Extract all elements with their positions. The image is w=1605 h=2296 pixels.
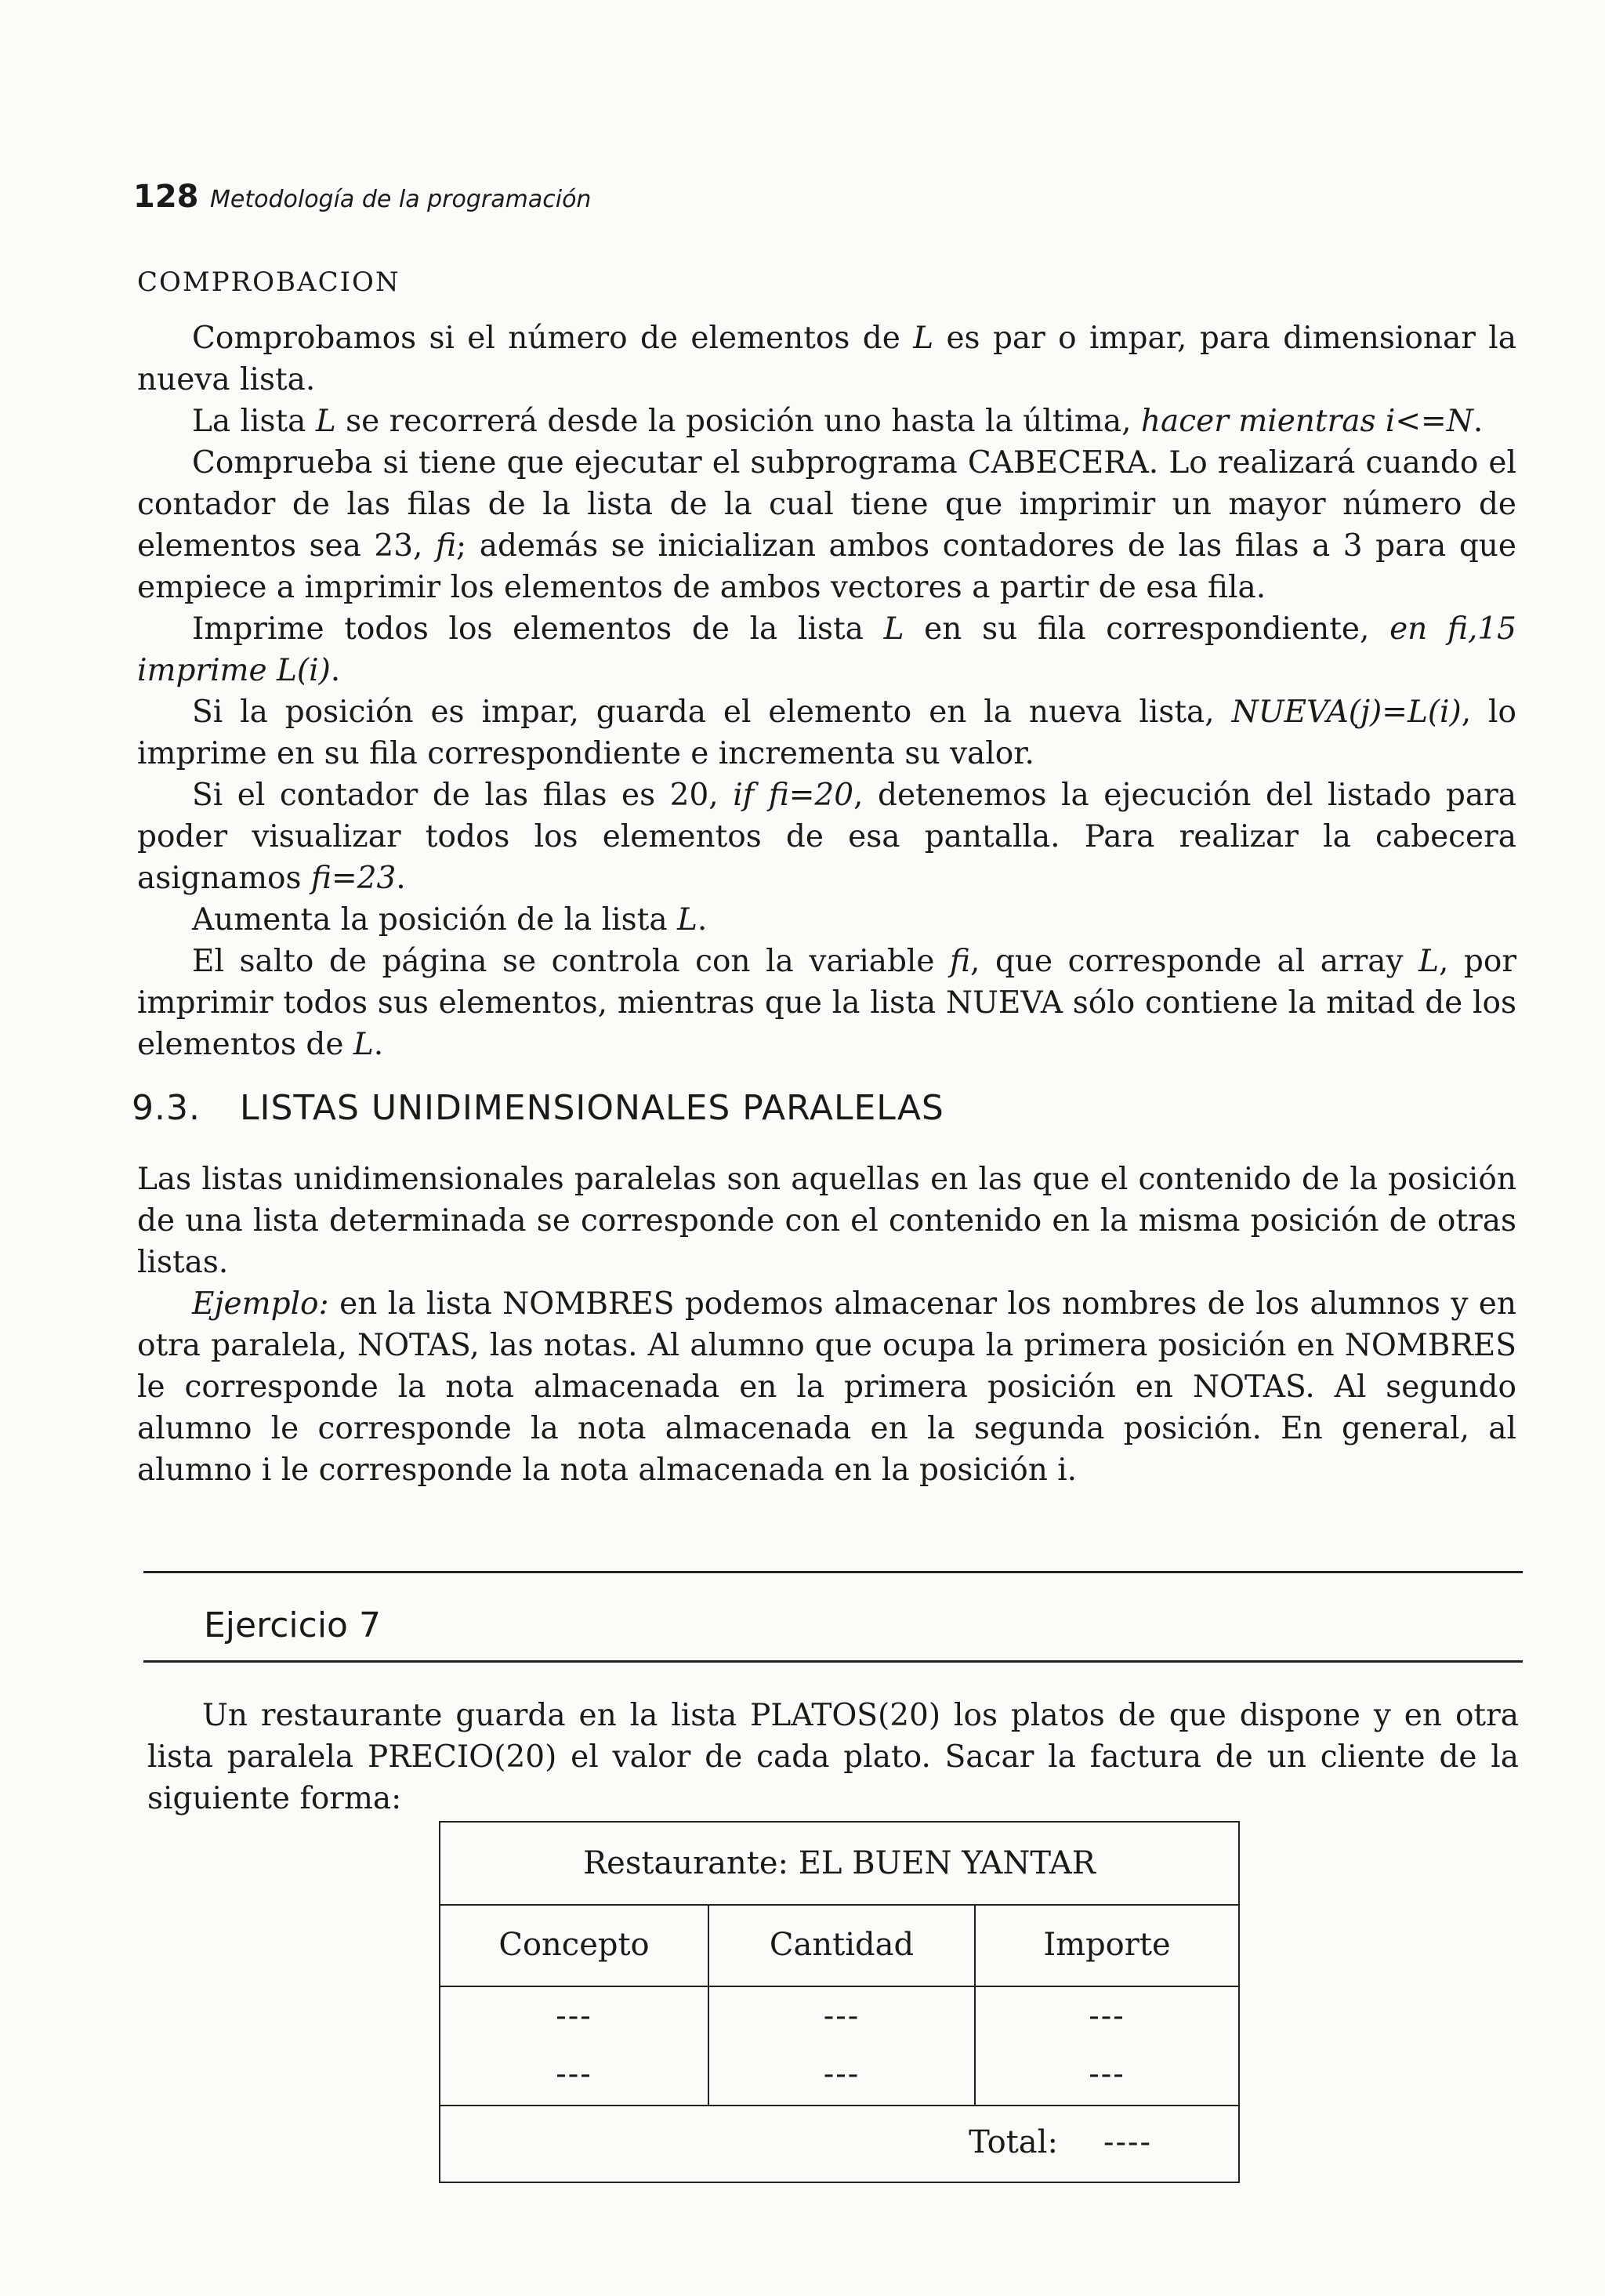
table-cell: --- <box>556 1998 592 2034</box>
invoice-column-headers <box>440 1904 1238 1987</box>
table-cell: --- <box>823 1998 860 2034</box>
paragraph: La lista L se recorrerá desde la posición uno hasta la última, hacer mientras i<=N. <box>192 404 1484 439</box>
paragraph: Las listas unidimensionales paralelas son aquellas en las que el contenido de la posición de una lista determinada se corresponde con el contenido en la misma posición de otras listas. <box>137 1162 1516 1280</box>
exercise-statement <box>147 1695 1519 1819</box>
section-number: 9.3. <box>132 1088 201 1128</box>
section-title: LISTAS UNIDIMENSIONALES PARALELAS <box>239 1088 944 1128</box>
column-header-concepto: Concepto <box>440 1904 709 1986</box>
paragraph: Imprime todos los elementos de la lista L en su fila correspondiente, en fi,15 imprime L(i). <box>137 611 1516 688</box>
table-cell: --- <box>823 2056 860 2092</box>
invoice-header-row <box>440 1823 1238 1906</box>
invoice-table <box>439 1821 1240 2183</box>
exercise-rule-top <box>143 1571 1523 1573</box>
column-header-importe: Importe <box>1043 1927 1171 1963</box>
invoice-items <box>440 1986 1238 2106</box>
comprobacion-body <box>137 317 1516 1065</box>
paragraph: Si la posición es impar, guarda el elemento en la nueva lista, NUEVA(j)=L(i), lo imprime en su fila correspondiente e incrementa su valor. <box>137 695 1516 771</box>
column-header-cantidad: Cantidad <box>709 1904 976 1986</box>
total-value: ---- <box>1103 2124 1152 2160</box>
comprobacion-heading: COMPROBACION <box>137 267 400 298</box>
exercise-rule-bottom <box>143 1660 1523 1663</box>
importe-cells <box>976 1986 1238 2105</box>
book-title: Metodología de la programación <box>210 186 592 213</box>
section-body <box>137 1159 1516 1491</box>
invoice-total-row <box>440 2103 1238 2182</box>
paragraph: El salto de página se controla con la variable fi, que corresponde al array L, por imprimir todos sus elementos, mientras que la lista NUEVA sólo contiene la mitad de los elementos de L. <box>137 944 1516 1062</box>
paragraph: Si el contador de las filas es 20, if fi=20, detenemos la ejecución del listado para poder visualizar todos los elementos de esa pantalla. Para realizar la cabecera asignamos fi=23. <box>137 778 1517 896</box>
page-number: 128 <box>133 179 199 215</box>
exercise-title: Ejercicio 7 <box>204 1605 381 1645</box>
total-label: Total: <box>969 2124 1058 2160</box>
table-cell: --- <box>1089 2056 1125 2092</box>
paragraph: Aumenta la posición de la lista L. <box>192 902 708 938</box>
concepto-cells <box>440 1986 709 2105</box>
paragraph: Comprobamos si el número de elementos de L es par o impar, para dimensionar la nueva lista. <box>137 321 1516 397</box>
paragraph: Ejemplo: en la lista NOMBRES podemos almacenar los nombres de los alumnos y en otra paralela, NOTAS, las notas. Al alumno que ocupa la primera posición en NOMBRES le corresponde la nota almacenada en la primera posición en NOTAS. Al segundo alumno le corresponde la nota almacenada en la segunda posición. En general, al alumno i le corresponde la nota almacenada en la posición i. <box>137 1286 1516 1488</box>
paragraph: Un restaurante guarda en la lista PLATOS(20) los platos de que dispone y en otra lista paralela PRECIO(20) el valor de cada plato. Sacar la factura de un cliente de la siguiente forma: <box>147 1698 1519 1816</box>
table-cell: --- <box>1089 1998 1125 2034</box>
table-cell: --- <box>556 2056 592 2092</box>
restaurant-name: Restaurante: EL BUEN YANTAR <box>583 1845 1096 1881</box>
paragraph: Comprueba si tiene que ejecutar el subprograma CABECERA. Lo realizará cuando el contador de las filas de la lista de la cual tiene que imprimir un mayor número de elementos sea 23, fi; además se inicializan ambos contadores de las filas a 3 para que empiece a imprimir los elementos de ambos vectores a partir de esa fila. <box>137 445 1516 605</box>
section-heading <box>132 1088 944 1128</box>
running-head <box>133 179 591 215</box>
cantidad-cells <box>709 1986 976 2105</box>
